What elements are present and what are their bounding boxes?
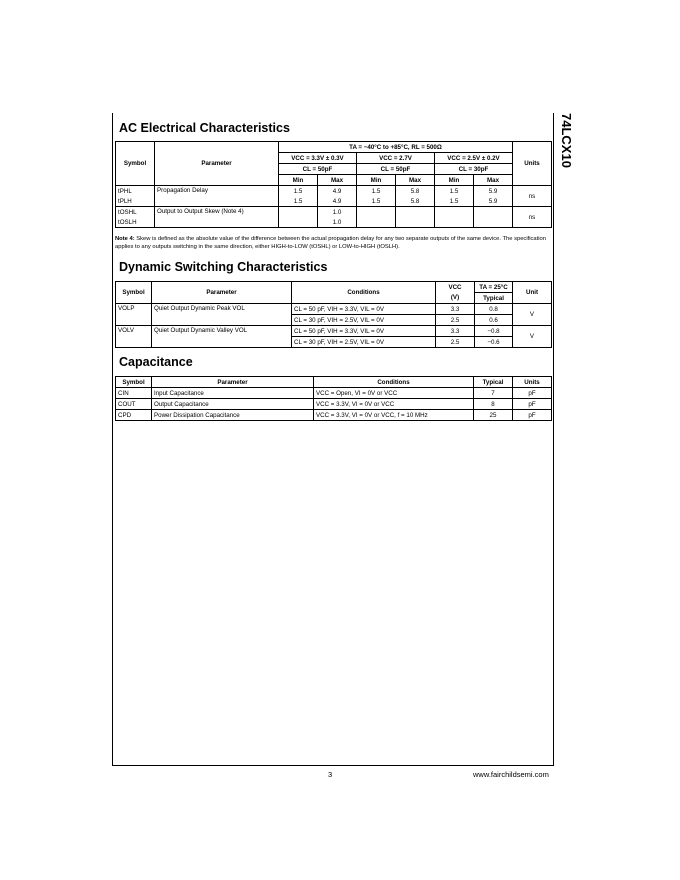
table-row — [116, 304, 552, 315]
ac-value: 1.0 — [318, 217, 357, 228]
part-number-side-title: 74LCX10 — [559, 113, 574, 168]
dyn-col-parameter: Parameter — [152, 282, 292, 304]
cap-col-parameter: Parameter — [152, 377, 314, 388]
ac-value: 1.5 — [279, 186, 318, 197]
cap-symbol: COUT — [116, 399, 152, 410]
cap-condition: VCC = Open, VI = 0V or VCC — [314, 388, 474, 399]
ac-section-title: AC Electrical Characteristics — [119, 121, 290, 135]
cap-col-symbol: Symbol — [116, 377, 152, 388]
ac-value — [357, 207, 396, 218]
ac-value — [279, 217, 318, 228]
cap-col-units: Units — [513, 377, 552, 388]
dyn-col-vcc: VCC — [436, 282, 475, 293]
cap-parameter: Output Capacitance — [152, 399, 314, 410]
ac-units: ns — [513, 207, 552, 228]
ac-note-label: Note 4: — [115, 236, 135, 242]
dyn-condition: CL = 50 pF, VIH = 3.3V, VIL = 0V — [292, 326, 436, 337]
table-row — [116, 186, 552, 197]
footer-url[interactable]: www.fairchildsemi.com — [473, 770, 549, 779]
dyn-col-typical: Typical — [475, 293, 513, 304]
ac-table — [115, 141, 552, 228]
dyn-condition: CL = 30 pF, VIH = 2.5V, VIL = 0V — [292, 315, 436, 326]
ac-parameter: Propagation Delay — [155, 186, 279, 207]
ac-symbol: tPLH — [116, 196, 155, 207]
ac-col-symbol: Symbol — [116, 142, 155, 186]
ac-max-header: Max — [474, 175, 513, 186]
ac-value — [435, 207, 474, 218]
cap-units: pF — [513, 399, 552, 410]
table-row — [116, 399, 552, 410]
dyn-typical: −0.8 — [475, 326, 513, 337]
ac-value: 1.0 — [318, 207, 357, 218]
ac-note — [115, 235, 549, 251]
ac-value: 1.5 — [279, 196, 318, 207]
dyn-col-ta: TA = 25°C — [475, 282, 513, 293]
table-row — [116, 410, 552, 421]
page-number: 3 — [328, 770, 333, 779]
dyn-col-unit: Unit — [513, 282, 552, 304]
dyn-condition: CL = 50 pF, VIH = 3.3V, VIL = 0V — [292, 304, 436, 315]
ac-units: ns — [513, 186, 552, 207]
cap-symbol: CPD — [116, 410, 152, 421]
ac-min-header: Min — [357, 175, 396, 186]
cap-section-title: Capacitance — [119, 355, 193, 369]
ac-value: 1.5 — [435, 196, 474, 207]
ac-value — [279, 207, 318, 218]
cap-typical: 7 — [474, 388, 513, 399]
cap-col-typical: Typical — [474, 377, 513, 388]
ac-vcc-header: VCC = 2.7V — [357, 153, 435, 164]
ac-value: 5.8 — [396, 186, 435, 197]
dyn-col-conditions: Conditions — [292, 282, 436, 304]
dyn-vcc: 3.3 — [436, 304, 475, 315]
dyn-parameter: Quiet Output Dynamic Valley VOL — [152, 326, 292, 348]
dyn-col-symbol: Symbol — [116, 282, 152, 304]
cap-parameter: Input Capacitance — [152, 388, 314, 399]
dyn-parameter: Quiet Output Dynamic Peak VOL — [152, 304, 292, 326]
ac-vcc-header: VCC = 3.3V ± 0.3V — [279, 153, 357, 164]
ac-value — [474, 207, 513, 218]
dyn-typical: −0.6 — [475, 337, 513, 348]
dyn-section-title: Dynamic Switching Characteristics — [119, 260, 328, 274]
ac-value — [396, 217, 435, 228]
dyn-col-vcc-unit: (V) — [436, 293, 475, 304]
ac-symbol: tPHL — [116, 186, 155, 197]
cap-col-conditions: Conditions — [314, 377, 474, 388]
cap-typical: 8 — [474, 399, 513, 410]
dyn-typical: 0.6 — [475, 315, 513, 326]
dyn-vcc: 3.3 — [436, 326, 475, 337]
dyn-typical: 0.8 — [475, 304, 513, 315]
ac-cl-header: CL = 30pF — [435, 164, 513, 175]
ac-value: 5.9 — [474, 196, 513, 207]
ac-min-header: Min — [279, 175, 318, 186]
ac-value — [474, 217, 513, 228]
ac-col-parameter: Parameter — [155, 142, 279, 186]
ac-value: 4.9 — [318, 186, 357, 197]
table-row — [116, 326, 552, 337]
table-row — [116, 207, 552, 218]
ac-vcc-header: VCC = 2.5V ± 0.2V — [435, 153, 513, 164]
ac-note-text: Skew is defined as the absolute value of the difference between the actual propagation delay for any two separate outputs of the same device. The specification applies to any outputs switching in the same direction, either HIGH-to-LOW (tOSHL) or LOW-to-HIGH (tOSLH). — [115, 236, 546, 250]
cap-table — [115, 376, 552, 421]
ac-cl-header: CL = 50pF — [279, 164, 357, 175]
ac-value: 1.5 — [357, 186, 396, 197]
ac-symbol: tOSHL — [116, 207, 155, 218]
dyn-unit: V — [513, 326, 552, 348]
ac-cl-header: CL = 50pF — [357, 164, 435, 175]
ac-value: 5.9 — [474, 186, 513, 197]
ac-symbol: tOSLH — [116, 217, 155, 228]
ac-max-header: Max — [396, 175, 435, 186]
ac-value — [396, 207, 435, 218]
ac-value — [435, 217, 474, 228]
cap-units: pF — [513, 388, 552, 399]
cap-parameter: Power Dissipation Capacitance — [152, 410, 314, 421]
ac-col-units: Units — [513, 142, 552, 186]
dyn-vcc: 2.5 — [436, 337, 475, 348]
cap-symbol: CIN — [116, 388, 152, 399]
cap-typical: 25 — [474, 410, 513, 421]
ac-ta-header: TA = −40°C to +85°C, RL = 500Ω — [279, 142, 513, 153]
dyn-vcc: 2.5 — [436, 315, 475, 326]
dyn-symbol: VOLP — [116, 304, 152, 326]
ac-parameter: Output to Output Skew (Note 4) — [155, 207, 279, 228]
ac-value: 1.5 — [357, 196, 396, 207]
ac-value: 1.5 — [435, 186, 474, 197]
ac-value — [357, 217, 396, 228]
dyn-symbol: VOLV — [116, 326, 152, 348]
cap-units: pF — [513, 410, 552, 421]
dyn-table — [115, 281, 552, 348]
cap-condition: VCC = 3.3V, VI = 0V or VCC, f = 10 MHz — [314, 410, 474, 421]
dyn-condition: CL = 30 pF, VIH = 2.5V, VIL = 0V — [292, 337, 436, 348]
cap-condition: VCC = 3.3V, VI = 0V or VCC — [314, 399, 474, 410]
ac-value: 5.8 — [396, 196, 435, 207]
ac-max-header: Max — [318, 175, 357, 186]
dyn-unit: V — [513, 304, 552, 326]
ac-value: 4.9 — [318, 196, 357, 207]
table-row — [116, 388, 552, 399]
ac-min-header: Min — [435, 175, 474, 186]
